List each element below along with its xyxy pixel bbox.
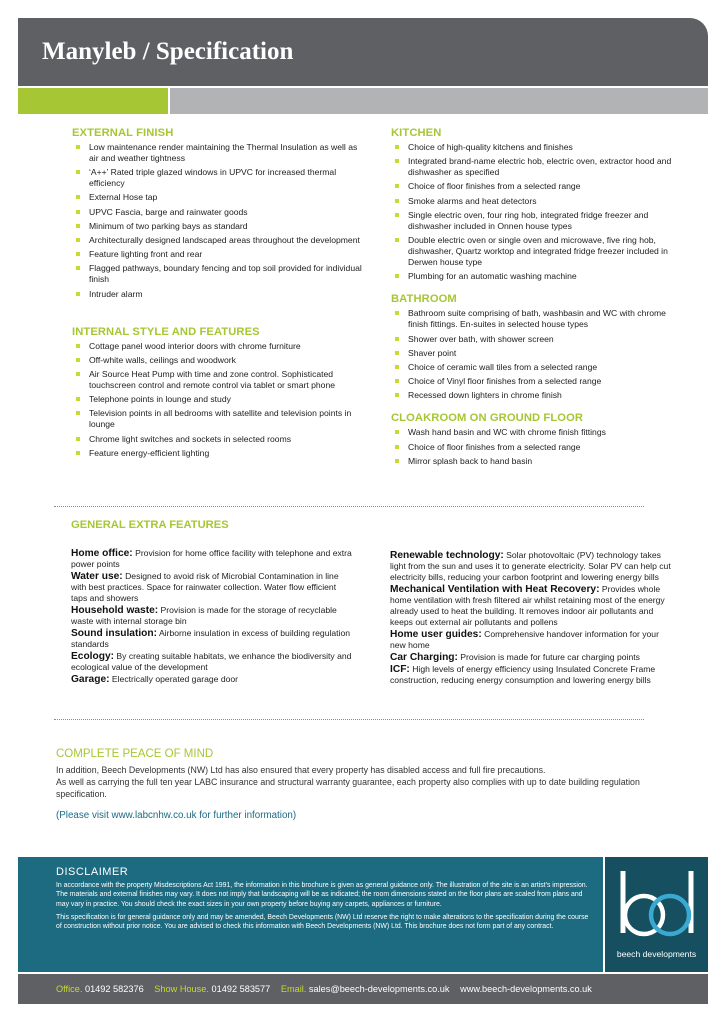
internal-style-list <box>72 341 362 459</box>
showhouse-label: Show House. <box>154 984 209 994</box>
list-item: Wash hand basin and WC with chrome finish fittings <box>391 427 681 438</box>
list-item: Single electric oven, four ring hob, integrated fridge freezer and dishwasher included in Onnen house types <box>391 210 681 232</box>
feature-text: Designed to avoid risk of Microbial Contamination in line with best practices. Space for rainwater collection. Water flow efficient taps and showers <box>71 571 339 603</box>
footer-bar <box>18 974 708 1004</box>
feature-term: Home office: <box>71 548 133 559</box>
list-item: Shaver point <box>391 348 681 359</box>
office-label: Office. <box>56 984 83 994</box>
feature-term: Car Charging: <box>390 652 458 663</box>
bathroom-title: BATHROOM <box>391 293 457 306</box>
feature-item <box>71 605 353 627</box>
general-extra-left <box>71 548 353 686</box>
peace-of-mind-title: COMPLETE PEACE OF MIND <box>56 748 214 760</box>
list-item: Bathroom suite comprising of bath, washbasin and WC with chrome finish fittings. En-suites in selected house types <box>391 308 681 330</box>
feature-item <box>71 628 353 650</box>
feature-item <box>71 674 353 685</box>
list-item: Choice of floor finishes from a selected range <box>391 181 681 192</box>
bathroom-list <box>391 308 681 401</box>
list-item: ‘A++’ Rated triple glazed windows in UPVC for increased thermal efficiency <box>72 167 362 189</box>
kitchen-title: KITCHEN <box>391 127 442 139</box>
general-extra-right <box>390 550 672 687</box>
list-item: Mirror splash back to hand basin <box>391 456 681 467</box>
grey-stripe <box>170 88 708 114</box>
feature-item <box>390 550 672 583</box>
list-item: Telephone points in lounge and study <box>72 394 362 405</box>
logo-text: beech developments <box>616 949 697 959</box>
feature-text: By creating suitable habitats, we enhance the biodiversity and ecological value of the development <box>71 651 352 672</box>
feature-term: ICF: <box>390 664 410 675</box>
feature-text: Solar photovoltaic (PV) technology takes light from the sun and uses it to generate electricity. Solar PV can help cut electricity bills, reducing your carbon footprint and lowering energy bills <box>390 550 671 582</box>
feature-text: Electrically operated garage door <box>109 674 239 684</box>
list-item: Air Source Heat Pump with time and zone control. Sophisticated touchscreen control and remote control via tablet or smart phone <box>72 369 362 391</box>
disclaimer-paragraph: This specification is for general guidance only and may be amended, Beech Developments (NW) Ltd reserve the right to make alterations to the specification during the course of construction without prior notice. You are advised to check this information with Beech Developments (NW) Ltd. This brochure does not form part of any contract. <box>56 913 589 931</box>
beech-developments-logo <box>605 857 708 972</box>
list-item: Television points in all bedrooms with satellite and television points in lounge <box>72 408 362 430</box>
cloakroom-list <box>391 427 681 466</box>
list-item: Minimum of two parking bays as standard <box>72 221 362 232</box>
list-item: Architecturally designed landscaped areas throughout the development <box>72 235 362 246</box>
list-item: Smoke alarms and heat detectors <box>391 196 681 207</box>
disclaimer-paragraph: In accordance with the property Misdescriptions Act 1991, the information in this brochure is given as general guidance only. The illustration of the site is an artist's impression. The materials and external finishes may vary. It does not imply that landscaping will be as indicated; the room dimensions stated on the floor plans are scaled from plans and may vary in practice. You should check the exact sizes in your own property before buying any carpets, appliances or furniture. <box>56 882 588 908</box>
right-spec-column <box>391 128 681 470</box>
list-item: UPVC Fascia, barge and rainwater goods <box>72 207 362 218</box>
feature-term: Ecology: <box>71 651 115 662</box>
list-item: Feature energy-efficient lighting <box>72 448 362 459</box>
feature-item <box>390 629 672 651</box>
general-extra-title: GENERAL EXTRA FEATURES <box>71 519 229 531</box>
disclaimer-title: DISCLAIMER <box>56 866 129 878</box>
kitchen-list <box>391 142 681 282</box>
feature-term: Home user guides: <box>390 629 482 640</box>
accent-stripe <box>18 88 168 114</box>
list-item: Shower over bath, with shower screen <box>391 334 681 345</box>
list-item: Chrome light switches and sockets in selected rooms <box>72 434 362 445</box>
external-finish-list <box>72 142 362 300</box>
list-item: Choice of Vinyl floor finishes from a selected range <box>391 376 681 387</box>
email-link[interactable]: sales@beech-developments.co.uk <box>308 984 450 994</box>
feature-text: High levels of energy efficiency using Insulated Concrete Frame construction, reducing energy consumption and lowering energy bills <box>390 664 656 685</box>
feature-item <box>71 548 353 570</box>
disclaimer-text <box>56 881 596 935</box>
page-title: Manyleb / Specification <box>42 38 294 65</box>
dotted-divider <box>54 719 644 720</box>
list-item: Plumbing for an automatic washing machine <box>391 271 681 282</box>
peace-of-mind-text: In addition, Beech Developments (NW) Ltd has also ensured that every property has disabled access and full fire precautions. <box>56 765 546 775</box>
labc-link[interactable]: (Please visit www.labcnhw.co.uk for further information) <box>56 810 297 821</box>
showhouse-phone[interactable]: 01492 583577 <box>211 984 271 994</box>
office-phone[interactable]: 01492 582376 <box>84 984 144 994</box>
list-item: Off-white walls, ceilings and woodwork <box>72 355 362 366</box>
website-link[interactable]: www.beech-developments.co.uk <box>460 984 592 994</box>
disclaimer-box <box>18 857 603 972</box>
feature-item <box>390 652 672 663</box>
feature-term: Garage: <box>71 674 110 685</box>
feature-term: Household waste: <box>71 605 159 616</box>
list-item: Feature lighting front and rear <box>72 249 362 260</box>
feature-term: Mechanical Ventilation with Heat Recovery: <box>390 584 600 595</box>
page-header <box>18 18 708 86</box>
feature-text: Provides whole home ventilation with fresh filtered air whilst retaining most of the energy already used to heat the building. It removes indoor air pollutants and keeps out external air pollutants and pollens <box>390 584 665 627</box>
contact-row <box>56 984 592 994</box>
feature-item <box>390 584 672 628</box>
list-item: Choice of high-quality kitchens and finishes <box>391 142 681 153</box>
list-item: External Hose tap <box>72 192 362 203</box>
list-item: Integrated brand-name electric hob, electric oven, extractor hood and dishwasher as specified <box>391 156 681 178</box>
feature-text: Provision is made for future car charging points <box>457 652 640 662</box>
email-label: Email. <box>280 984 307 994</box>
peace-of-mind-section <box>56 748 656 822</box>
list-item: Choice of ceramic wall tiles from a selected range <box>391 362 681 373</box>
list-item: Double electric oven or single oven and microwave, five ring hob, dishwasher, Quartz worktop and integrated fridge freezer included in Derwen house type <box>391 235 681 268</box>
list-item: Cottage panel wood interior doors with chrome furniture <box>72 341 362 352</box>
list-item: Recessed down lighters in chrome finish <box>391 390 681 401</box>
list-item: Low maintenance render maintaining the Thermal Insulation as well as air and weather tightness <box>72 142 362 164</box>
bd-logo-icon <box>619 869 695 941</box>
feature-text: Provision for home office facility with telephone and extra power points <box>71 548 352 569</box>
feature-item <box>71 571 353 604</box>
external-finish-title: EXTERNAL FINISH <box>72 127 174 139</box>
feature-text: Airborne insulation in excess of building regulation standards <box>71 628 351 649</box>
list-item: Intruder alarm <box>72 289 362 300</box>
internal-style-title: INTERNAL STYLE AND FEATURES <box>72 325 260 338</box>
left-spec-column <box>72 128 362 462</box>
peace-of-mind-text: As well as carrying the full ten year LABC insurance and structural warranty guarantee, each property also complies with up to date building regulation specification. <box>56 777 640 799</box>
feature-item <box>71 651 353 673</box>
feature-item <box>390 664 672 686</box>
list-item: Flagged pathways, boundary fencing and top soil provided for individual finish <box>72 263 362 285</box>
dotted-divider <box>54 506 644 507</box>
feature-text: Comprehensive handover information for your new home <box>390 629 659 650</box>
feature-term: Sound insulation: <box>71 628 158 639</box>
feature-term: Renewable technology: <box>390 550 504 561</box>
list-item: Choice of floor finishes from a selected range <box>391 442 681 453</box>
feature-term: Water use: <box>71 571 123 582</box>
feature-text: Provision is made for the storage of recyclable waste with internal storage bin <box>71 605 337 626</box>
cloakroom-title: CLOAKROOM ON GROUND FLOOR <box>391 412 584 425</box>
